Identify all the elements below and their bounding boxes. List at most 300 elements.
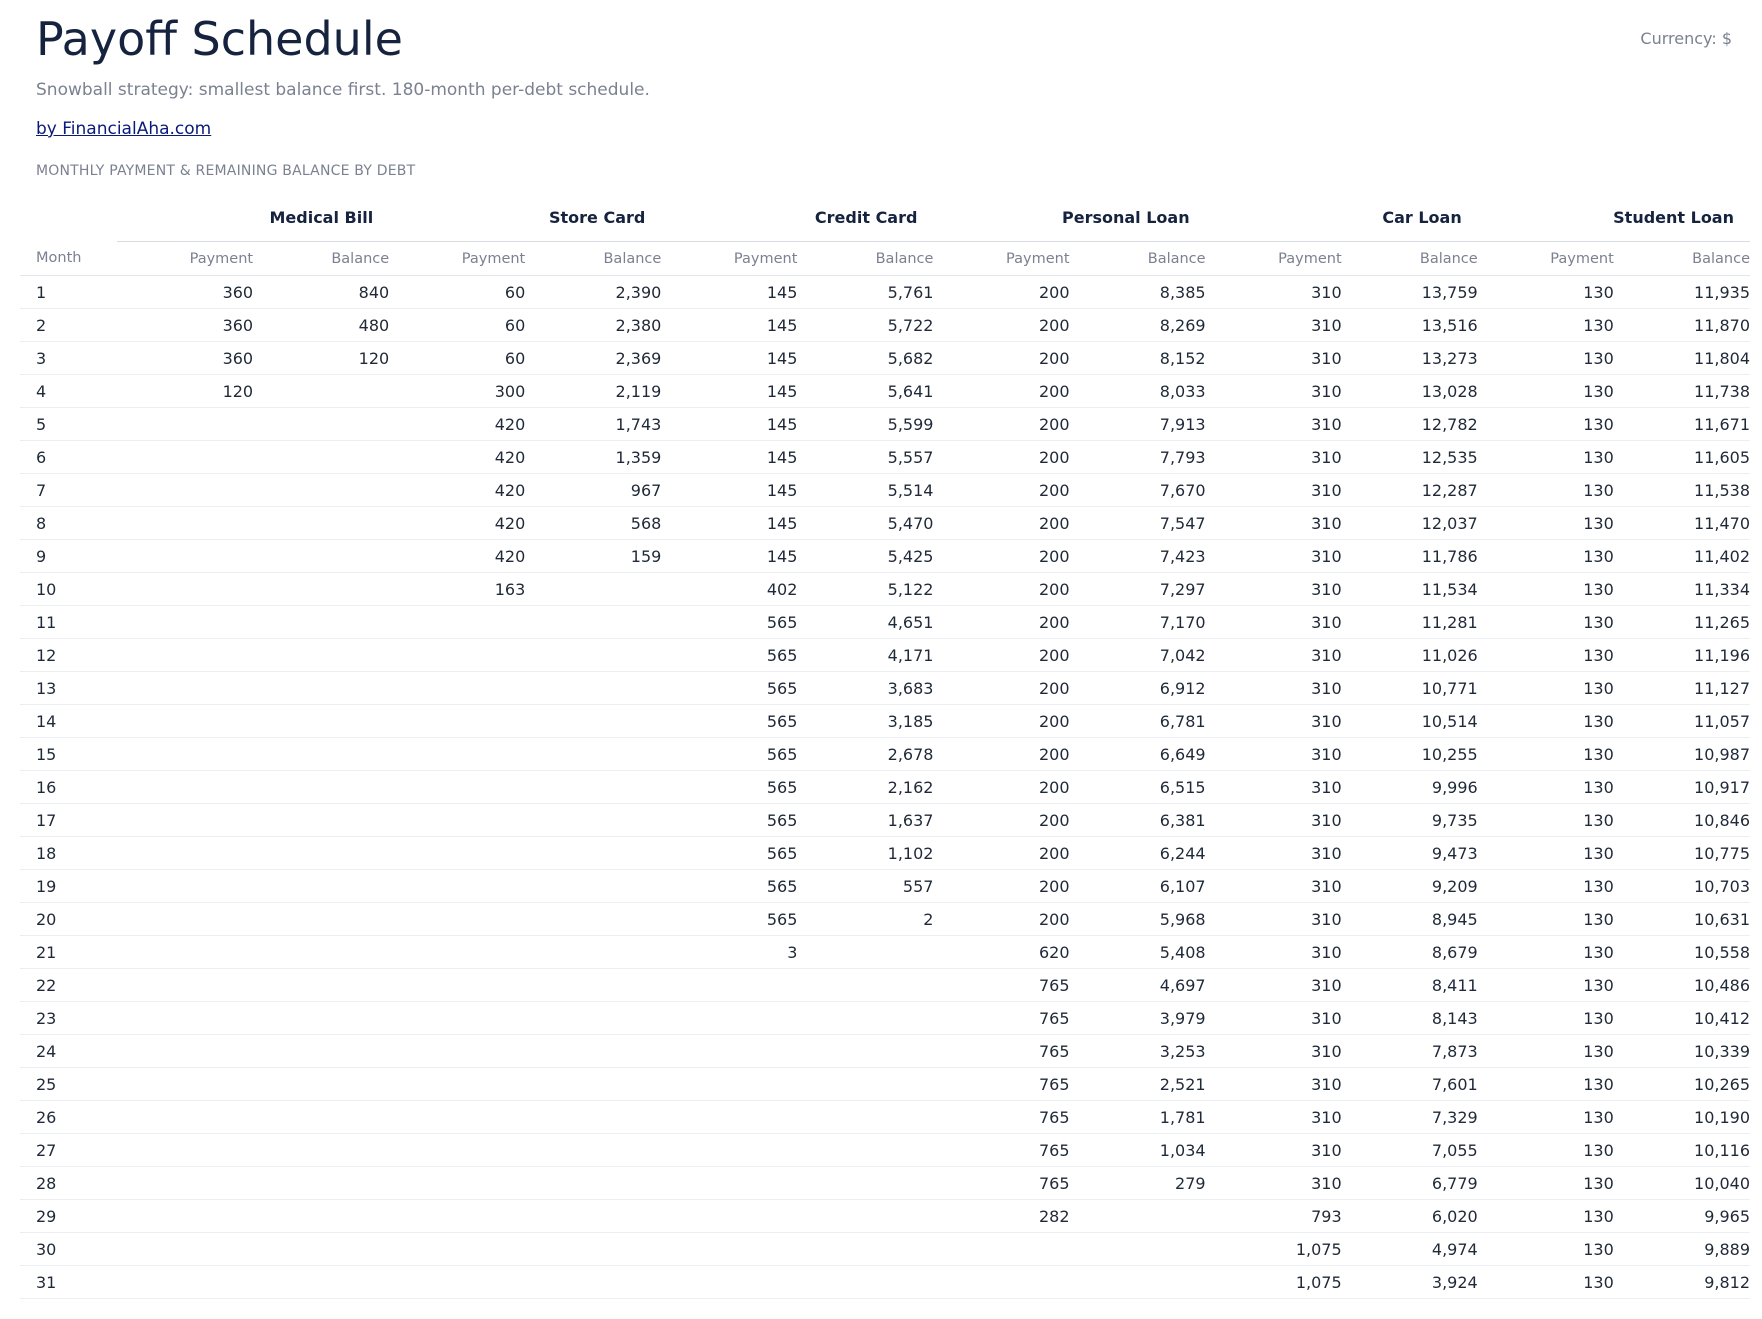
- table-row: [20, 1200, 1750, 1233]
- credit-card-payment-cell: 145: [661, 507, 797, 540]
- credit-card-balance-cell: 4,651: [797, 606, 933, 639]
- car-loan-balance-cell: 13,028: [1342, 375, 1478, 408]
- month-cell: 14: [20, 705, 117, 738]
- medical-bill-payment-cell: [117, 474, 253, 507]
- payment-column-header: Payment: [933, 242, 1069, 276]
- store-card-payment-cell: 420: [389, 408, 525, 441]
- payment-column-header: Payment: [117, 242, 253, 276]
- month-cell: 21: [20, 936, 117, 969]
- medical-bill-balance-cell: [253, 969, 389, 1002]
- student-loan-payment-cell: 130: [1478, 441, 1614, 474]
- student-loan-balance-cell: 11,265: [1614, 606, 1750, 639]
- medical-bill-balance-cell: [253, 837, 389, 870]
- student-loan-balance-cell: 11,402: [1614, 540, 1750, 573]
- student-loan-balance-cell: 11,127: [1614, 672, 1750, 705]
- car-loan-balance-cell: 13,273: [1342, 342, 1478, 375]
- medical-bill-balance-cell: 480: [253, 309, 389, 342]
- store-card-payment-cell: [389, 1068, 525, 1101]
- car-loan-balance-cell: 7,329: [1342, 1101, 1478, 1134]
- medical-bill-payment-cell: 360: [117, 276, 253, 309]
- student-loan-payment-cell: 130: [1478, 1101, 1614, 1134]
- credit-card-payment-cell: 565: [661, 672, 797, 705]
- store-card-balance-cell: [525, 804, 661, 837]
- car-loan-balance-cell: 10,514: [1342, 705, 1478, 738]
- student-loan-balance-cell: 10,040: [1614, 1167, 1750, 1200]
- month-cell: 8: [20, 507, 117, 540]
- student-loan-payment-cell: 130: [1478, 309, 1614, 342]
- table-row: [20, 1266, 1750, 1299]
- table-row: [20, 936, 1750, 969]
- medical-bill-balance-cell: 840: [253, 276, 389, 309]
- medical-bill-payment-cell: [117, 870, 253, 903]
- personal-loan-payment-cell: 765: [933, 969, 1069, 1002]
- car-loan-payment-cell: 793: [1206, 1200, 1342, 1233]
- store-card-balance-cell: [525, 969, 661, 1002]
- debt-header-student-loan: Student Loan: [1478, 197, 1750, 242]
- car-loan-balance-cell: 12,037: [1342, 507, 1478, 540]
- store-card-payment-cell: [389, 606, 525, 639]
- medical-bill-payment-cell: 120: [117, 375, 253, 408]
- table-row: [20, 1134, 1750, 1167]
- personal-loan-balance-cell: 2,521: [1070, 1068, 1206, 1101]
- credit-card-balance-cell: [797, 1167, 933, 1200]
- medical-bill-balance-cell: [253, 936, 389, 969]
- store-card-balance-cell: [525, 1233, 661, 1266]
- credit-card-balance-cell: 1,102: [797, 837, 933, 870]
- car-loan-payment-cell: 310: [1206, 969, 1342, 1002]
- medical-bill-payment-cell: [117, 837, 253, 870]
- student-loan-payment-cell: 130: [1478, 672, 1614, 705]
- store-card-payment-cell: [389, 870, 525, 903]
- store-card-payment-cell: 60: [389, 276, 525, 309]
- table-row: [20, 1035, 1750, 1068]
- store-card-balance-cell: [525, 837, 661, 870]
- medical-bill-payment-cell: [117, 903, 253, 936]
- personal-loan-balance-cell: 8,033: [1070, 375, 1206, 408]
- store-card-payment-cell: [389, 804, 525, 837]
- currency-label: Currency: $: [1640, 29, 1732, 48]
- medical-bill-balance-cell: [253, 1068, 389, 1101]
- store-card-payment-cell: 420: [389, 507, 525, 540]
- car-loan-payment-cell: 310: [1206, 276, 1342, 309]
- month-cell: 25: [20, 1068, 117, 1101]
- car-loan-payment-cell: 310: [1206, 804, 1342, 837]
- car-loan-payment-cell: 1,075: [1206, 1266, 1342, 1299]
- student-loan-balance-cell: 10,486: [1614, 969, 1750, 1002]
- store-card-payment-cell: [389, 1134, 525, 1167]
- credit-card-payment-cell: 565: [661, 639, 797, 672]
- credit-card-payment-cell: [661, 969, 797, 1002]
- student-loan-payment-cell: 130: [1478, 870, 1614, 903]
- personal-loan-payment-cell: 765: [933, 1101, 1069, 1134]
- car-loan-payment-cell: 310: [1206, 441, 1342, 474]
- month-cell: 29: [20, 1200, 117, 1233]
- month-cell: 20: [20, 903, 117, 936]
- month-cell: 5: [20, 408, 117, 441]
- store-card-payment-cell: [389, 1002, 525, 1035]
- table-row: [20, 540, 1750, 573]
- car-loan-balance-cell: 10,255: [1342, 738, 1478, 771]
- medical-bill-payment-cell: [117, 705, 253, 738]
- car-loan-balance-cell: 9,996: [1342, 771, 1478, 804]
- store-card-payment-cell: [389, 1200, 525, 1233]
- student-loan-balance-cell: 11,671: [1614, 408, 1750, 441]
- car-loan-payment-cell: 310: [1206, 573, 1342, 606]
- table-row: [20, 1167, 1750, 1200]
- student-loan-balance-cell: 11,935: [1614, 276, 1750, 309]
- personal-loan-balance-cell: 4,697: [1070, 969, 1206, 1002]
- store-card-balance-cell: [525, 771, 661, 804]
- month-cell: 1: [20, 276, 117, 309]
- car-loan-balance-cell: 11,026: [1342, 639, 1478, 672]
- month-cell: 13: [20, 672, 117, 705]
- medical-bill-payment-cell: [117, 771, 253, 804]
- store-card-balance-cell: 2,380: [525, 309, 661, 342]
- page-subtitle: Snowball strategy: smallest balance first. 180-month per-debt schedule.: [36, 80, 650, 100]
- table-row: [20, 441, 1750, 474]
- personal-loan-payment-cell: 200: [933, 276, 1069, 309]
- month-cell: 16: [20, 771, 117, 804]
- car-loan-payment-cell: 1,075: [1206, 1233, 1342, 1266]
- personal-loan-payment-cell: 765: [933, 1167, 1069, 1200]
- store-card-payment-cell: [389, 639, 525, 672]
- table-row: [20, 903, 1750, 936]
- student-loan-balance-cell: 10,190: [1614, 1101, 1750, 1134]
- store-card-balance-cell: [525, 1200, 661, 1233]
- student-loan-balance-cell: 10,116: [1614, 1134, 1750, 1167]
- store-card-balance-cell: 1,743: [525, 408, 661, 441]
- student-loan-payment-cell: 130: [1478, 1134, 1614, 1167]
- car-loan-balance-cell: 6,779: [1342, 1167, 1478, 1200]
- car-loan-payment-cell: 310: [1206, 1002, 1342, 1035]
- credit-card-balance-cell: 2,678: [797, 738, 933, 771]
- month-cell: 9: [20, 540, 117, 573]
- car-loan-balance-cell: 6,020: [1342, 1200, 1478, 1233]
- medical-bill-payment-cell: [117, 441, 253, 474]
- personal-loan-balance-cell: 6,515: [1070, 771, 1206, 804]
- car-loan-balance-cell: 8,945: [1342, 903, 1478, 936]
- debt-header-car-loan: Car Loan: [1206, 197, 1478, 242]
- credit-card-balance-cell: 5,599: [797, 408, 933, 441]
- personal-loan-balance-cell: 7,547: [1070, 507, 1206, 540]
- personal-loan-balance-cell: [1070, 1266, 1206, 1299]
- car-loan-payment-cell: 310: [1206, 639, 1342, 672]
- credit-card-balance-cell: [797, 969, 933, 1002]
- credit-card-payment-cell: [661, 1266, 797, 1299]
- car-loan-balance-cell: 9,473: [1342, 837, 1478, 870]
- medical-bill-payment-cell: [117, 1002, 253, 1035]
- student-loan-payment-cell: 130: [1478, 771, 1614, 804]
- personal-loan-balance-cell: 8,269: [1070, 309, 1206, 342]
- credit-card-balance-cell: [797, 1134, 933, 1167]
- personal-loan-payment-cell: 765: [933, 1134, 1069, 1167]
- credit-card-payment-cell: 145: [661, 441, 797, 474]
- store-card-balance-cell: [525, 1068, 661, 1101]
- car-loan-balance-cell: 7,055: [1342, 1134, 1478, 1167]
- car-loan-balance-cell: 9,209: [1342, 870, 1478, 903]
- medical-bill-payment-cell: [117, 672, 253, 705]
- car-loan-payment-cell: 310: [1206, 606, 1342, 639]
- credit-card-payment-cell: 565: [661, 738, 797, 771]
- personal-loan-balance-cell: [1070, 1233, 1206, 1266]
- credit-card-balance-cell: [797, 1068, 933, 1101]
- credit-card-payment-cell: [661, 1002, 797, 1035]
- car-loan-balance-cell: 10,771: [1342, 672, 1478, 705]
- month-cell: 19: [20, 870, 117, 903]
- column-header-row: [20, 242, 1750, 276]
- medical-bill-balance-cell: [253, 672, 389, 705]
- car-loan-payment-cell: 310: [1206, 870, 1342, 903]
- student-loan-payment-cell: 130: [1478, 1035, 1614, 1068]
- personal-loan-payment-cell: 765: [933, 1068, 1069, 1101]
- debt-header-personal-loan: Personal Loan: [933, 197, 1205, 242]
- store-card-balance-cell: [525, 639, 661, 672]
- month-cell: 18: [20, 837, 117, 870]
- personal-loan-payment-cell: 200: [933, 309, 1069, 342]
- medical-bill-balance-cell: [253, 639, 389, 672]
- student-loan-balance-cell: 11,470: [1614, 507, 1750, 540]
- student-loan-payment-cell: 130: [1478, 342, 1614, 375]
- table-row: [20, 474, 1750, 507]
- medical-bill-balance-cell: [253, 441, 389, 474]
- personal-loan-balance-cell: 7,170: [1070, 606, 1206, 639]
- table-row: [20, 573, 1750, 606]
- balance-column-header: Balance: [797, 242, 933, 276]
- car-loan-payment-cell: 310: [1206, 1101, 1342, 1134]
- medical-bill-payment-cell: [117, 969, 253, 1002]
- medical-bill-balance-cell: [253, 738, 389, 771]
- student-loan-balance-cell: 11,870: [1614, 309, 1750, 342]
- car-loan-balance-cell: 3,924: [1342, 1266, 1478, 1299]
- store-card-payment-cell: [389, 936, 525, 969]
- student-loan-balance-cell: 11,605: [1614, 441, 1750, 474]
- medical-bill-balance-cell: [253, 1266, 389, 1299]
- personal-loan-payment-cell: 200: [933, 804, 1069, 837]
- student-loan-payment-cell: 130: [1478, 1266, 1614, 1299]
- credit-card-payment-cell: 565: [661, 870, 797, 903]
- medical-bill-payment-cell: [117, 1233, 253, 1266]
- personal-loan-balance-cell: 3,979: [1070, 1002, 1206, 1035]
- table-row: [20, 804, 1750, 837]
- medical-bill-payment-cell: [117, 1101, 253, 1134]
- store-card-payment-cell: 420: [389, 441, 525, 474]
- student-loan-balance-cell: 10,775: [1614, 837, 1750, 870]
- store-card-balance-cell: [525, 1002, 661, 1035]
- medical-bill-balance-cell: [253, 804, 389, 837]
- credit-card-balance-cell: 5,761: [797, 276, 933, 309]
- store-card-balance-cell: [525, 936, 661, 969]
- credit-card-balance-cell: 5,682: [797, 342, 933, 375]
- personal-loan-payment-cell: 765: [933, 1002, 1069, 1035]
- table-row: [20, 672, 1750, 705]
- car-loan-payment-cell: 310: [1206, 936, 1342, 969]
- credit-card-balance-cell: 557: [797, 870, 933, 903]
- store-card-payment-cell: [389, 1035, 525, 1068]
- student-loan-balance-cell: 9,812: [1614, 1266, 1750, 1299]
- personal-loan-balance-cell: 1,034: [1070, 1134, 1206, 1167]
- store-card-payment-cell: 60: [389, 342, 525, 375]
- personal-loan-balance-cell: 5,968: [1070, 903, 1206, 936]
- table-row: [20, 771, 1750, 804]
- store-card-payment-cell: 420: [389, 540, 525, 573]
- car-loan-balance-cell: 7,601: [1342, 1068, 1478, 1101]
- credit-card-balance-cell: 5,557: [797, 441, 933, 474]
- month-group-spacer: [20, 197, 117, 242]
- credit-card-payment-cell: [661, 1200, 797, 1233]
- student-loan-payment-cell: 130: [1478, 1002, 1614, 1035]
- medical-bill-balance-cell: [253, 1002, 389, 1035]
- table-row: [20, 309, 1750, 342]
- store-card-payment-cell: [389, 1266, 525, 1299]
- store-card-balance-cell: [525, 573, 661, 606]
- store-card-balance-cell: [525, 705, 661, 738]
- medical-bill-balance-cell: [253, 606, 389, 639]
- personal-loan-balance-cell: 7,913: [1070, 408, 1206, 441]
- store-card-balance-cell: 1,359: [525, 441, 661, 474]
- section-label: MONTHLY PAYMENT & REMAINING BALANCE BY DEBT: [36, 163, 416, 179]
- personal-loan-payment-cell: 200: [933, 375, 1069, 408]
- car-loan-payment-cell: 310: [1206, 1167, 1342, 1200]
- credit-card-payment-cell: 565: [661, 771, 797, 804]
- student-loan-balance-cell: 9,965: [1614, 1200, 1750, 1233]
- student-loan-balance-cell: 10,631: [1614, 903, 1750, 936]
- car-loan-payment-cell: 310: [1206, 1134, 1342, 1167]
- student-loan-payment-cell: 130: [1478, 540, 1614, 573]
- student-loan-balance-cell: 11,804: [1614, 342, 1750, 375]
- table-row: [20, 1101, 1750, 1134]
- store-card-payment-cell: [389, 1101, 525, 1134]
- medical-bill-balance-cell: [253, 474, 389, 507]
- store-card-payment-cell: [389, 738, 525, 771]
- byline-link[interactable]: by FinancialAha.com: [36, 119, 212, 139]
- month-cell: 17: [20, 804, 117, 837]
- car-loan-balance-cell: 11,786: [1342, 540, 1478, 573]
- personal-loan-balance-cell: 7,670: [1070, 474, 1206, 507]
- personal-loan-balance-cell: 5,408: [1070, 936, 1206, 969]
- personal-loan-payment-cell: 200: [933, 705, 1069, 738]
- student-loan-balance-cell: 11,738: [1614, 375, 1750, 408]
- car-loan-balance-cell: 13,759: [1342, 276, 1478, 309]
- student-loan-balance-cell: 11,538: [1614, 474, 1750, 507]
- personal-loan-payment-cell: 620: [933, 936, 1069, 969]
- credit-card-balance-cell: [797, 936, 933, 969]
- table-row: [20, 507, 1750, 540]
- credit-card-balance-cell: 4,171: [797, 639, 933, 672]
- car-loan-payment-cell: 310: [1206, 837, 1342, 870]
- store-card-payment-cell: [389, 1233, 525, 1266]
- credit-card-payment-cell: 145: [661, 474, 797, 507]
- car-loan-payment-cell: 310: [1206, 672, 1342, 705]
- car-loan-balance-cell: 8,143: [1342, 1002, 1478, 1035]
- table-row: [20, 342, 1750, 375]
- balance-column-header: Balance: [1070, 242, 1206, 276]
- medical-bill-payment-cell: [117, 540, 253, 573]
- personal-loan-balance-cell: 7,793: [1070, 441, 1206, 474]
- car-loan-payment-cell: 310: [1206, 705, 1342, 738]
- personal-loan-payment-cell: [933, 1233, 1069, 1266]
- personal-loan-balance-cell: 1,781: [1070, 1101, 1206, 1134]
- store-card-balance-cell: [525, 1035, 661, 1068]
- credit-card-balance-cell: 1,637: [797, 804, 933, 837]
- personal-loan-payment-cell: 765: [933, 1035, 1069, 1068]
- store-card-balance-cell: 568: [525, 507, 661, 540]
- debt-header-credit-card: Credit Card: [661, 197, 933, 242]
- credit-card-balance-cell: [797, 1266, 933, 1299]
- store-card-balance-cell: [525, 1266, 661, 1299]
- car-loan-balance-cell: 12,287: [1342, 474, 1478, 507]
- credit-card-balance-cell: 5,425: [797, 540, 933, 573]
- personal-loan-payment-cell: 200: [933, 573, 1069, 606]
- car-loan-payment-cell: 310: [1206, 375, 1342, 408]
- payment-column-header: Payment: [661, 242, 797, 276]
- medical-bill-payment-cell: [117, 738, 253, 771]
- month-cell: 11: [20, 606, 117, 639]
- payment-column-header: Payment: [1478, 242, 1614, 276]
- personal-loan-balance-cell: 279: [1070, 1167, 1206, 1200]
- personal-loan-balance-cell: 6,244: [1070, 837, 1206, 870]
- medical-bill-balance-cell: [253, 771, 389, 804]
- store-card-balance-cell: 2,390: [525, 276, 661, 309]
- payment-column-header: Payment: [1206, 242, 1342, 276]
- personal-loan-balance-cell: 7,423: [1070, 540, 1206, 573]
- car-loan-balance-cell: 11,534: [1342, 573, 1478, 606]
- personal-loan-balance-cell: 8,385: [1070, 276, 1206, 309]
- credit-card-balance-cell: [797, 1233, 933, 1266]
- medical-bill-balance-cell: [253, 540, 389, 573]
- credit-card-payment-cell: 145: [661, 276, 797, 309]
- credit-card-balance-cell: [797, 1002, 933, 1035]
- car-loan-balance-cell: 8,679: [1342, 936, 1478, 969]
- credit-card-balance-cell: 2,162: [797, 771, 933, 804]
- credit-card-balance-cell: [797, 1035, 933, 1068]
- student-loan-balance-cell: 10,987: [1614, 738, 1750, 771]
- medical-bill-balance-cell: [253, 870, 389, 903]
- month-cell: 12: [20, 639, 117, 672]
- personal-loan-balance-cell: 6,381: [1070, 804, 1206, 837]
- store-card-payment-cell: [389, 1167, 525, 1200]
- store-card-balance-cell: 2,119: [525, 375, 661, 408]
- credit-card-balance-cell: 5,122: [797, 573, 933, 606]
- payment-column-header: Payment: [389, 242, 525, 276]
- month-cell: 22: [20, 969, 117, 1002]
- personal-loan-payment-cell: 200: [933, 870, 1069, 903]
- medical-bill-balance-cell: [253, 1101, 389, 1134]
- medical-bill-balance-cell: [253, 1200, 389, 1233]
- credit-card-balance-cell: 2: [797, 903, 933, 936]
- personal-loan-balance-cell: 6,107: [1070, 870, 1206, 903]
- credit-card-balance-cell: 3,185: [797, 705, 933, 738]
- table-row: [20, 1002, 1750, 1035]
- medical-bill-balance-cell: [253, 408, 389, 441]
- student-loan-balance-cell: 11,334: [1614, 573, 1750, 606]
- personal-loan-payment-cell: 200: [933, 639, 1069, 672]
- month-cell: 27: [20, 1134, 117, 1167]
- car-loan-balance-cell: 8,411: [1342, 969, 1478, 1002]
- personal-loan-balance-cell: 7,042: [1070, 639, 1206, 672]
- car-loan-balance-cell: 4,974: [1342, 1233, 1478, 1266]
- student-loan-balance-cell: 11,057: [1614, 705, 1750, 738]
- personal-loan-balance-cell: [1070, 1200, 1206, 1233]
- store-card-balance-cell: [525, 903, 661, 936]
- medical-bill-payment-cell: [117, 606, 253, 639]
- credit-card-payment-cell: 145: [661, 375, 797, 408]
- table-row: [20, 408, 1750, 441]
- table-row: [20, 606, 1750, 639]
- student-loan-payment-cell: 130: [1478, 375, 1614, 408]
- student-loan-balance-cell: 9,889: [1614, 1233, 1750, 1266]
- medical-bill-balance-cell: 120: [253, 342, 389, 375]
- credit-card-payment-cell: [661, 1068, 797, 1101]
